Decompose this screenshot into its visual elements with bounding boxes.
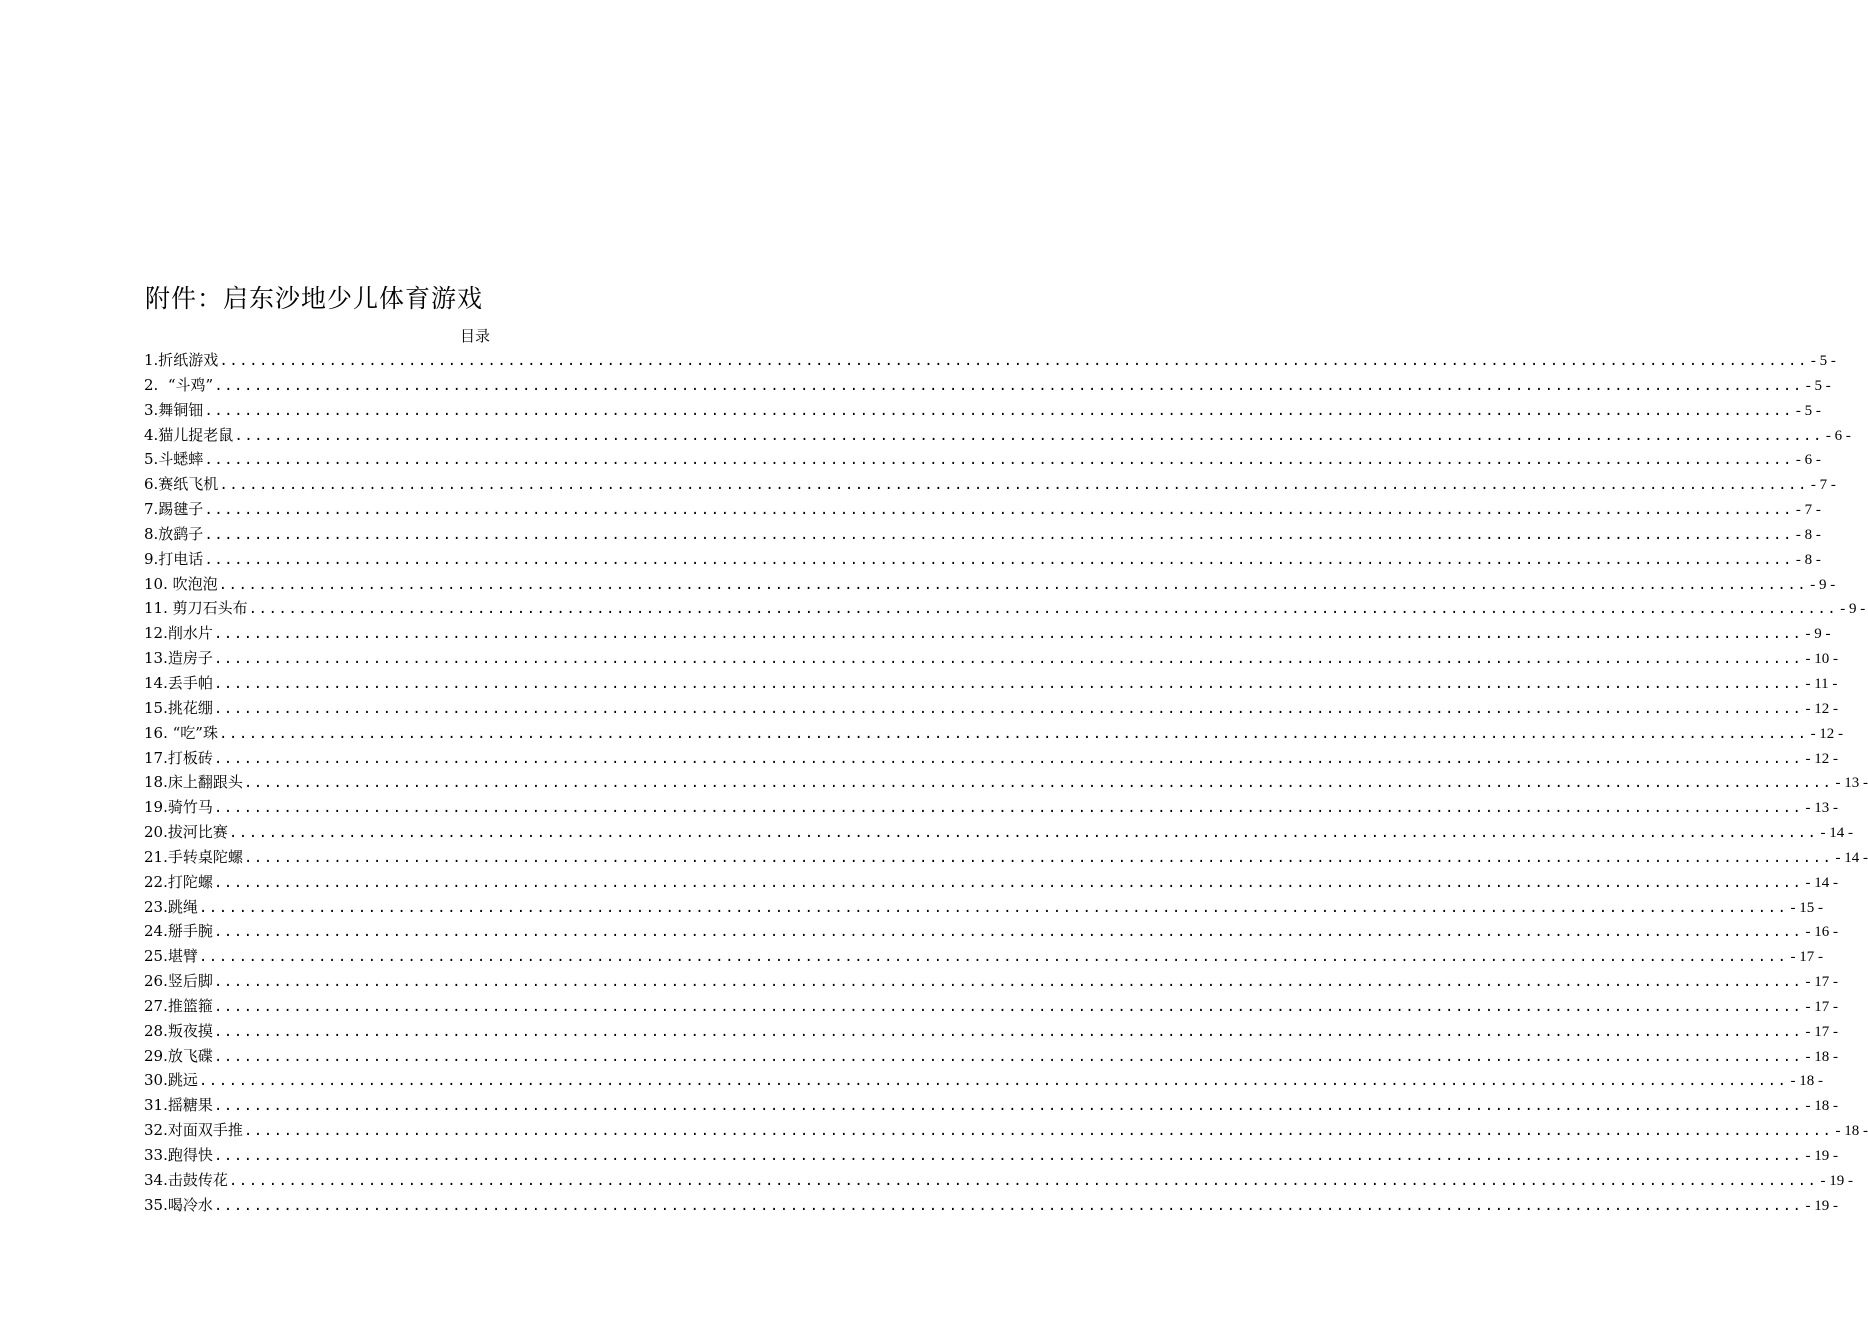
toc-entry-label: 19.骑竹马	[144, 798, 213, 817]
document-heading: 附件：启东沙地少儿体育游戏	[145, 284, 484, 313]
toc-entry-label: 10. 吹泡泡	[144, 574, 218, 593]
toc-entry-page-number: - 18 -	[1835, 1123, 1868, 1140]
toc-entry[interactable]	[144, 497, 1821, 522]
toc-entry-page-number: - 13 -	[1805, 800, 1838, 817]
toc-dot-leader: ................................................................................................................................................................	[213, 1098, 1803, 1115]
toc-entry[interactable]	[144, 1068, 1823, 1093]
toc-entry-label: 35.喝冷水	[144, 1195, 213, 1214]
toc-entry[interactable]	[144, 348, 1836, 373]
toc-entry-page-number: - 18 -	[1790, 1073, 1823, 1090]
toc-entry-label: 7.踢毽子	[144, 500, 204, 519]
toc-dot-leader: ................................................................................................................................................................	[248, 601, 1838, 618]
toc-entry-page-number: - 14 -	[1820, 825, 1853, 842]
toc-dot-leader: ................................................................................................................................................................	[204, 402, 1793, 419]
toc-entry[interactable]	[144, 845, 1868, 870]
toc-dot-leader: ................................................................................................................................................................	[218, 576, 1808, 593]
toc-entry-page-number: - 15 -	[1790, 899, 1823, 916]
toc-dot-leader: ................................................................................................................................................................	[213, 874, 1803, 891]
toc-entry-page-number: - 12 -	[1810, 725, 1844, 742]
toc-dot-leader: ................................................................................................................................................................	[213, 1048, 1803, 1065]
toc-entry[interactable]	[144, 994, 1838, 1019]
toc-dot-leader: ................................................................................................................................................................	[218, 725, 1808, 742]
toc-dot-leader: ................................................................................................................................................................	[198, 899, 1788, 916]
toc-entry-page-number: - 14 -	[1805, 874, 1838, 891]
toc-entry[interactable]	[144, 770, 1868, 795]
toc-entry-page-number: - 19 -	[1820, 1172, 1853, 1189]
toc-entry-label: 1.折纸游戏	[144, 351, 219, 369]
toc-entry-page-number: - 17 -	[1805, 974, 1838, 991]
toc-entry-page-number: - 8 -	[1795, 526, 1821, 543]
toc-entry[interactable]	[144, 820, 1853, 845]
toc-entry-label: 3.舞铜钿	[144, 400, 204, 419]
toc-dot-leader: ................................................................................................................................................................	[204, 452, 1793, 469]
toc-dot-leader: ................................................................................................................................................................	[213, 1023, 1803, 1040]
toc-entry-label: 30.跳远	[144, 1071, 198, 1090]
toc-entry[interactable]	[144, 895, 1823, 920]
toc-entry-page-number: - 7 -	[1795, 502, 1821, 519]
toc-entry-label: 2. “斗鸡”	[144, 375, 214, 394]
table-of-contents	[144, 348, 1868, 1218]
toc-dot-leader: ................................................................................................................................................................	[243, 849, 1833, 866]
toc-dot-leader: ................................................................................................................................................................	[198, 949, 1788, 966]
toc-entry-page-number: - 5 -	[1810, 353, 1836, 369]
toc-entry[interactable]	[144, 572, 1836, 597]
toc-entry[interactable]	[144, 969, 1838, 994]
toc-entry-page-number: - 17 -	[1805, 1023, 1838, 1040]
toc-entry-label: 22.打陀螺	[144, 872, 213, 891]
toc-entry-page-number: - 9 -	[1805, 626, 1831, 643]
toc-dot-leader: ................................................................................................................................................................	[213, 1197, 1803, 1214]
toc-entry-label: 4.猫儿捉老鼠	[144, 425, 234, 444]
toc-entry-label: 9.打电话	[144, 549, 204, 568]
toc-entry[interactable]	[144, 919, 1838, 944]
toc-entry[interactable]	[144, 1168, 1853, 1193]
toc-entry-page-number: - 12 -	[1805, 700, 1838, 717]
toc-dot-leader: ................................................................................................................................................................	[213, 700, 1803, 717]
toc-entry-page-number: - 13 -	[1835, 775, 1868, 792]
toc-dot-leader: ................................................................................................................................................................	[213, 924, 1803, 941]
toc-entry-page-number: - 12 -	[1805, 750, 1838, 767]
toc-dot-leader: ................................................................................................................................................................	[228, 825, 1818, 842]
toc-dot-leader: ................................................................................................................................................................	[213, 974, 1803, 991]
toc-entry-label: 31.摇糖果	[144, 1096, 213, 1115]
toc-dot-leader: ................................................................................................................................................................	[204, 502, 1793, 519]
toc-entry-page-number: - 19 -	[1805, 1148, 1838, 1164]
toc-entry-page-number: - 18 -	[1805, 1048, 1838, 1065]
toc-entry[interactable]	[144, 646, 1838, 671]
toc-entry-page-number: - 16 -	[1805, 924, 1838, 941]
toc-entry-page-number: - 5 -	[1805, 377, 1831, 394]
toc-entry-label: 29.放飞碟	[144, 1046, 213, 1065]
toc-entry-label: 24.掰手腕	[144, 922, 213, 941]
toc-entry-page-number: - 11 -	[1805, 675, 1838, 692]
toc-entry-label: 8.放鹞子	[144, 524, 204, 543]
toc-dot-leader: ................................................................................................................................................................	[198, 1073, 1788, 1090]
toc-dot-leader: ................................................................................................................................................................	[213, 651, 1803, 668]
toc-entry-label: 32.对面双手推	[144, 1121, 243, 1140]
toc-entry-page-number: - 9 -	[1840, 601, 1866, 618]
toc-entry-page-number: - 6 -	[1795, 452, 1821, 469]
toc-dot-leader: ................................................................................................................................................................	[243, 775, 1833, 792]
toc-entry[interactable]	[144, 721, 1844, 746]
toc-entry[interactable]	[144, 398, 1821, 423]
toc-entry-label: 23.跳绳	[144, 897, 198, 916]
toc-entry-page-number: - 9 -	[1810, 576, 1836, 593]
toc-dot-leader: ................................................................................................................................................................	[213, 800, 1803, 817]
toc-entry[interactable]	[144, 522, 1821, 547]
toc-entry[interactable]	[144, 472, 1836, 497]
toc-entry[interactable]	[144, 1193, 1838, 1218]
toc-entry[interactable]	[144, 1093, 1838, 1118]
toc-dot-leader: ................................................................................................................................................................	[219, 353, 1808, 369]
toc-dot-leader: ................................................................................................................................................................	[228, 1172, 1818, 1189]
toc-dot-leader: ................................................................................................................................................................	[204, 551, 1793, 568]
toc-entry-page-number: - 8 -	[1795, 551, 1821, 568]
toc-entry-page-number: - 7 -	[1810, 477, 1836, 494]
toc-entry-label: 18.床上翻跟头	[144, 773, 243, 792]
toc-entry-label: 28.叛夜摸	[144, 1021, 213, 1040]
toc-entry[interactable]	[144, 447, 1821, 472]
toc-entry-label: 15.挑花绷	[144, 698, 213, 717]
toc-entry-page-number: - 5 -	[1795, 402, 1821, 419]
toc-dot-leader: ................................................................................................................................................................	[213, 626, 1803, 643]
toc-entry-page-number: - 19 -	[1805, 1197, 1838, 1214]
toc-entry-label: 27.推篮箍	[144, 996, 213, 1015]
toc-entry[interactable]	[144, 1143, 1838, 1168]
toc-entry[interactable]	[144, 423, 1851, 448]
toc-entry-label: 16. “吃”珠	[144, 723, 218, 742]
toc-dot-leader: ................................................................................................................................................................	[219, 477, 1808, 494]
toc-entry[interactable]	[144, 1019, 1838, 1044]
toc-entry[interactable]	[144, 1044, 1838, 1069]
toc-entry-label: 17.打板砖	[144, 748, 213, 767]
toc-entry-label: 6.赛纸飞机	[144, 475, 219, 494]
toc-entry-label: 20.拔河比赛	[144, 823, 228, 842]
toc-entry[interactable]	[144, 621, 1831, 646]
toc-entry-label: 34.击鼓传花	[144, 1170, 228, 1189]
toc-entry-label: 25.堪臂	[144, 947, 198, 966]
toc-entry-page-number: - 14 -	[1835, 849, 1868, 866]
toc-title: 目录	[459, 327, 490, 345]
toc-entry-label: 11. 剪刀石头布	[144, 599, 248, 618]
toc-entry[interactable]	[144, 547, 1821, 572]
toc-dot-leader: ................................................................................................................................................................	[234, 427, 1823, 444]
toc-entry[interactable]	[144, 671, 1838, 696]
toc-entry-page-number: - 10 -	[1805, 651, 1838, 668]
toc-entry-page-number: - 17 -	[1790, 949, 1823, 966]
toc-entry[interactable]	[144, 870, 1838, 895]
toc-entry[interactable]	[144, 795, 1838, 820]
toc-entry-label: 12.削水片	[144, 624, 213, 643]
toc-dot-leader: ................................................................................................................................................................	[213, 998, 1803, 1015]
toc-entry-label: 13.造房子	[144, 649, 213, 668]
toc-entry-label: 26.竖后脚	[144, 972, 213, 991]
toc-dot-leader: ................................................................................................................................................................	[243, 1123, 1833, 1140]
toc-entry[interactable]	[144, 596, 1866, 621]
toc-entry-label: 5.斗蟋蟀	[144, 450, 204, 469]
toc-entry[interactable]	[144, 944, 1823, 969]
toc-entry[interactable]	[144, 373, 1831, 398]
toc-entry[interactable]	[144, 1118, 1868, 1143]
toc-entry-label: 14.丢手帕	[144, 673, 213, 692]
toc-entry-label: 33.跑得快	[144, 1146, 213, 1164]
toc-dot-leader: ................................................................................................................................................................	[213, 1148, 1803, 1164]
toc-entry-page-number: - 6 -	[1825, 427, 1851, 444]
toc-dot-leader: ................................................................................................................................................................	[204, 526, 1793, 543]
toc-dot-leader: ................................................................................................................................................................	[213, 675, 1803, 692]
toc-dot-leader: ................................................................................................................................................................	[214, 377, 1803, 394]
toc-entry[interactable]	[144, 696, 1838, 721]
toc-entry[interactable]	[144, 746, 1838, 771]
toc-dot-leader: ................................................................................................................................................................	[213, 750, 1803, 767]
toc-entry-page-number: - 18 -	[1805, 1098, 1838, 1115]
toc-entry-label: 21.手转桌陀螺	[144, 847, 243, 866]
toc-entry-page-number: - 17 -	[1805, 998, 1838, 1015]
